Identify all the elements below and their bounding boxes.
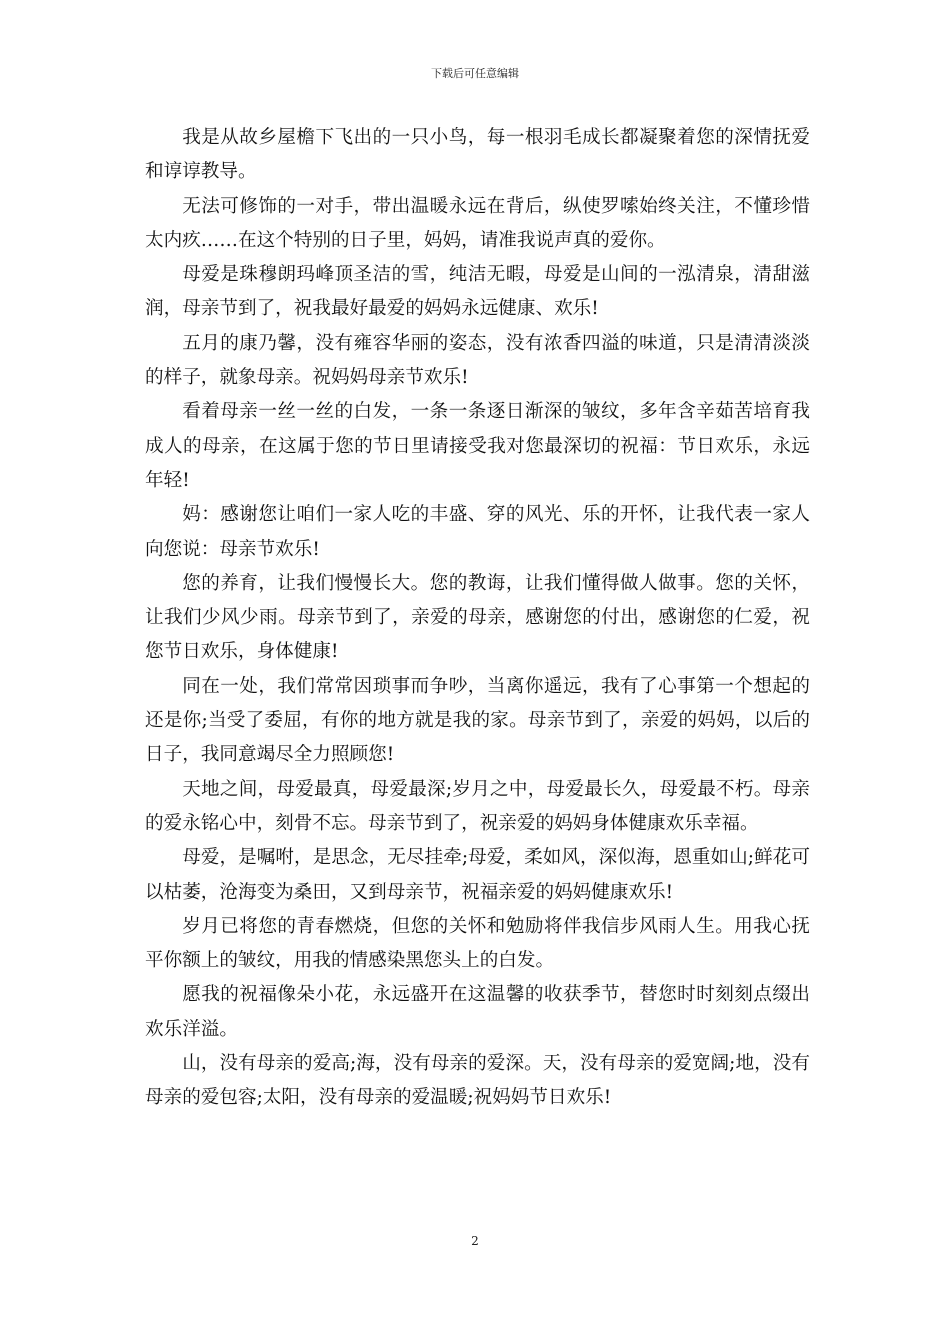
paragraph: 母爱是珠穆朗玛峰顶圣洁的雪，纯洁无暇，母爱是山间的一泓清泉，清甜滋润，母亲节到了，祝我最好最爱的妈妈永远健康、欢乐! — [145, 264, 810, 320]
document-body — [145, 121, 810, 1116]
paragraph: 无法可修饰的一对手，带出温暖永远在背后，纵使罗嗦始终关注，不懂珍惜太内疚……在这个特别的日子里，妈妈，请准我说声真的爱你。 — [145, 195, 810, 251]
paragraph: 五月的康乃馨，没有雍容华丽的姿态，没有浓香四溢的味道，只是清清淡淡的样子，就象母亲。祝妈妈母亲节欢乐! — [145, 332, 810, 389]
page-header: 下载后可任意编辑 — [431, 67, 519, 80]
paragraph: 岁月已将您的青春燃烧，但您的关怀和勉励将伴我信步风雨人生。用我心抚平你额上的皱纹，用我的情感染黑您头上的白发。 — [145, 915, 810, 972]
paragraph: 看着母亲一丝一丝的白发，一条一条逐日渐深的皱纹，多年含辛茹苦培育我成人的母亲，在这属于您的节日里请接受我对您最深切的祝福：节日欢乐，永远年轻! — [145, 401, 810, 491]
paragraph: 同在一处，我们常常因琐事而争吵，当离你遥远，我有了心事第一个想起的还是你;当受了委屈，有你的地方就是我的家。母亲节到了，亲爱的妈妈，以后的日子，我同意竭尽全力照顾您! — [145, 675, 810, 766]
paragraph: 愿我的祝福像朵小花，永远盛开在这温馨的收获季节，替您时时刻刻点缀出欢乐洋溢。 — [145, 984, 810, 1040]
paragraph: 我是从故乡屋檐下飞出的一只小鸟，每一根羽毛成长都凝聚着您的深情抚爱和谆谆教导。 — [145, 127, 810, 183]
page-number: 2 — [471, 1234, 479, 1248]
paragraph: 妈：感谢您让咱们一家人吃的丰盛、穿的风光、乐的开怀，让我代表一家人向您说：母亲节欢乐! — [145, 504, 810, 560]
paragraph: 母爱，是嘱咐，是思念，无尽挂牵;母爱，柔如风，深似海，恩重如山;鲜花可以枯萎，沧海变为桑田，又到母亲节，祝福亲爱的妈妈健康欢乐! — [145, 847, 810, 903]
paragraph: 天地之间，母爱最真，母爱最深;岁月之中，母爱最长久，母爱最不朽。母亲的爱永铭心中，刻骨不忘。母亲节到了，祝亲爱的妈妈身体健康欢乐幸福。 — [145, 778, 810, 834]
paragraph: 您的养育，让我们慢慢长大。您的教诲，让我们懂得做人做事。您的关怀，让我们少风少雨。母亲节到了，亲爱的母亲，感谢您的付出，感谢您的仁爱，祝您节日欢乐，身体健康! — [145, 572, 810, 663]
paragraph: 山，没有母亲的爱高;海，没有母亲的爱深。天，没有母亲的爱宽阔;地，没有母亲的爱包容;太阳，没有母亲的爱温暖;祝妈妈节日欢乐! — [145, 1053, 810, 1109]
